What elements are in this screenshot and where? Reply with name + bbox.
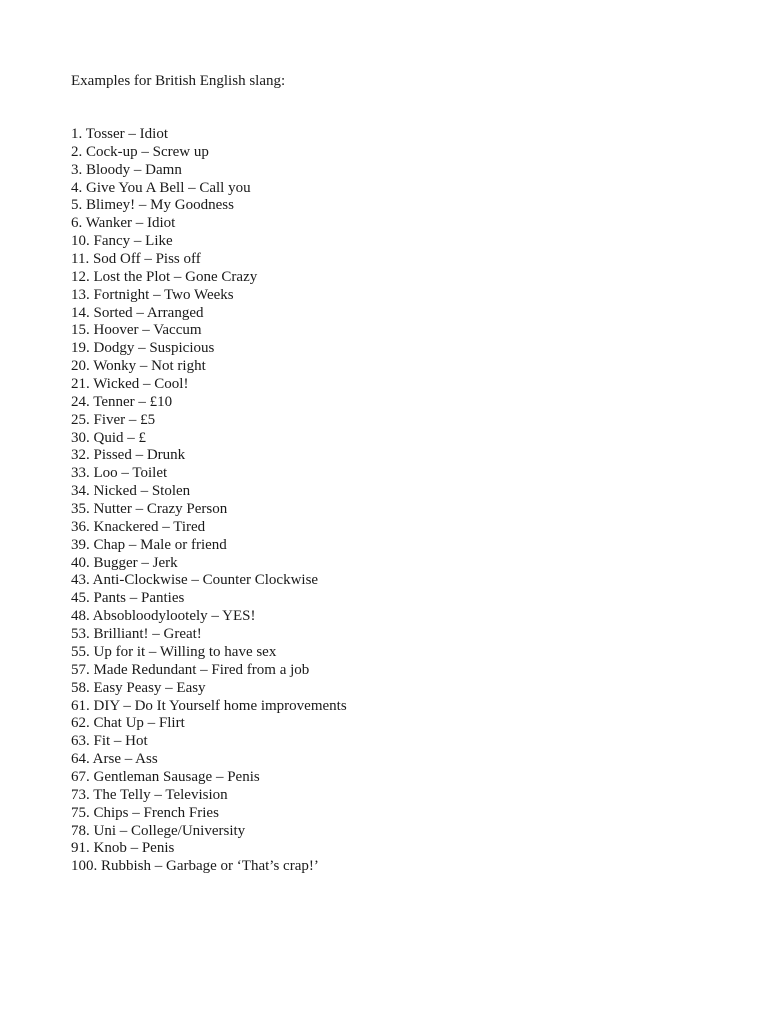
slang-list-item: 32. Pissed – Drunk: [71, 447, 186, 464]
slang-list-item: 55. Up for it – Willing to have sex: [71, 643, 277, 660]
slang-list-item: 2. Cock-up – Screw up: [71, 143, 209, 160]
slang-list-item: 15. Hoover – Vaccum: [71, 322, 202, 339]
slang-list-item: 4. Give You A Bell – Call you: [71, 179, 251, 196]
slang-list-item: 3. Bloody – Damn: [71, 161, 182, 178]
slang-list-item: 61. DIY – Do It Yourself home improvements: [71, 697, 347, 714]
slang-list-item: 25. Fiver – £5: [71, 411, 156, 428]
slang-list-item: 36. Knackered – Tired: [71, 518, 206, 535]
slang-list-item: 53. Brilliant! – Great!: [71, 626, 202, 643]
slang-list-item: 67. Gentleman Sausage – Penis: [71, 768, 260, 785]
slang-list-item: 39. Chap – Male or friend: [71, 536, 227, 553]
slang-list-item: 91. Knob – Penis: [71, 840, 175, 857]
slang-list-item: 6. Wanker – Idiot: [71, 215, 176, 232]
slang-list-item: 30. Quid – £: [71, 429, 146, 446]
slang-list-item: 40. Bugger – Jerk: [71, 554, 178, 571]
slang-list-item: 34. Nicked – Stolen: [71, 483, 191, 500]
slang-list-item: 64. Arse – Ass: [71, 751, 158, 768]
slang-list-item: 45. Pants – Panties: [71, 590, 185, 607]
slang-list: [71, 126, 347, 876]
slang-list-item: 73. The Telly – Television: [71, 786, 228, 803]
slang-list-item: 10. Fancy – Like: [71, 233, 173, 250]
slang-list-item: 20. Wonky – Not right: [71, 358, 206, 375]
slang-list-item: 62. Chat Up – Flirt: [71, 715, 185, 732]
slang-list-item: 33. Loo – Toilet: [71, 465, 168, 482]
slang-list-item: 13. Fortnight – Two Weeks: [71, 286, 234, 303]
slang-list-item: 24. Tenner – £10: [71, 393, 173, 410]
slang-list-item: 100. Rubbish – Garbage or ‘That’s crap!’: [71, 858, 319, 875]
slang-list-item: 48. Absobloodylootely – YES!: [71, 608, 256, 625]
slang-list-item: 63. Fit – Hot: [71, 733, 148, 750]
slang-list-item: 12. Lost the Plot – Gone Crazy: [71, 268, 258, 285]
slang-list-item: 5. Blimey! – My Goodness: [71, 197, 234, 214]
slang-list-item: 11. Sod Off – Piss off: [71, 251, 201, 268]
slang-list-item: 21. Wicked – Cool!: [71, 376, 189, 393]
slang-list-item: 19. Dodgy – Suspicious: [71, 340, 215, 357]
slang-list-item: 1. Tosser – Idiot: [71, 126, 169, 142]
slang-list-item: 43. Anti-Clockwise – Counter Clockwise: [71, 572, 319, 589]
slang-list-item: 14. Sorted – Arranged: [71, 304, 204, 321]
slang-list-item: 35. Nutter – Crazy Person: [71, 501, 228, 518]
slang-list-item: 75. Chips – French Fries: [71, 804, 219, 821]
slang-list-item: 58. Easy Peasy – Easy: [71, 679, 206, 696]
slang-list-item: 57. Made Redundant – Fired from a job: [71, 661, 310, 678]
document-heading: Examples for British English slang:: [71, 73, 286, 89]
slang-list-item: 78. Uni – College/University: [71, 822, 246, 839]
